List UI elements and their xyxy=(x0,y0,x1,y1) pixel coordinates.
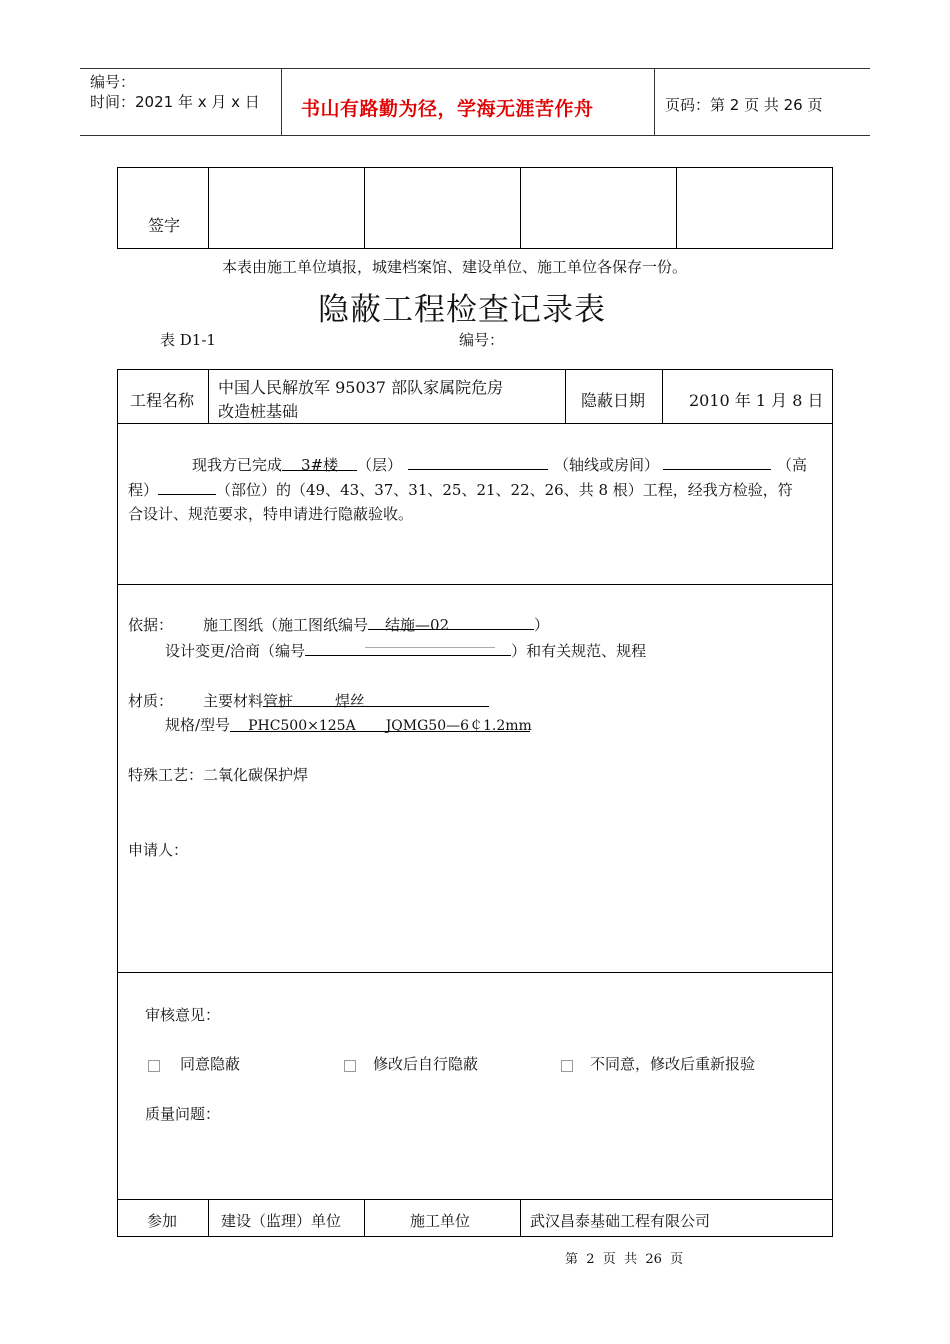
basis-line1 xyxy=(128,614,549,635)
row-divider xyxy=(117,972,833,973)
header-number-label: 编号： xyxy=(90,73,136,91)
project-name-label: 工程名称 xyxy=(130,391,195,410)
drawings-suffix: ） xyxy=(534,616,550,634)
form-number-label: 编号： xyxy=(459,331,505,349)
participants-label: 参加 xyxy=(147,1212,178,1230)
drawings-prefix: 施工图纸（施工图纸编号 xyxy=(203,616,369,634)
header-divider-right xyxy=(654,68,655,136)
basis-label: 依据： xyxy=(128,616,174,634)
part-tail: （部位）的（49、43、37、31、25、21、22、26、共 8 根）工程，经我方检验，符 xyxy=(216,481,793,499)
material-label: 材质： xyxy=(128,692,174,710)
concealed-date-value: 2010 年 1 月 8 日 xyxy=(689,391,824,410)
row-divider xyxy=(117,423,833,424)
signature-col-divider xyxy=(364,167,365,249)
modify-self-conceal-checkbox[interactable] xyxy=(344,1060,356,1072)
concealed-date-label: 隐蔽日期 xyxy=(581,391,646,410)
row1-col-divider xyxy=(208,369,209,423)
header-time: 时间：2021 年 x 月 x 日 xyxy=(90,93,260,111)
drawings-number: 结施—02 xyxy=(368,614,534,630)
construction-unit-label: 施工单位 xyxy=(410,1212,471,1230)
form-code: 表 D1-1 xyxy=(160,331,216,349)
form-title: 隐蔽工程检查记录表 xyxy=(318,292,606,328)
row-divider xyxy=(117,1199,833,1200)
applicant-label: 申请人： xyxy=(128,841,189,859)
main-material-value2: 焊丝 xyxy=(335,692,366,710)
signature-table xyxy=(117,167,833,249)
signature-col-divider xyxy=(676,167,677,249)
statement-intro: 现我方已完成 xyxy=(192,456,283,474)
material-line2 xyxy=(165,714,530,735)
change-prefix: 设计变更/洽商（编号 xyxy=(165,642,306,660)
review-label: 审核意见： xyxy=(145,1006,221,1024)
header-divider-left xyxy=(281,68,282,136)
main-material-prefix: 主要材料 xyxy=(203,692,264,710)
header-bottom-rule xyxy=(80,135,870,136)
elevation-blank xyxy=(663,453,771,470)
material-line1 xyxy=(128,690,489,711)
axis-blank xyxy=(408,453,548,470)
page-footer: 第 2 页 共 26 页 xyxy=(565,1252,684,1267)
elevation-unit-b: 程） xyxy=(128,481,159,499)
project-name-line1: 中国人民解放军 95037 部队家属院危房 xyxy=(218,378,504,397)
signature-col-divider xyxy=(208,167,209,249)
retention-note: 本表由施工单位填报，城建档案馆、建设单位、施工单位各保存一份。 xyxy=(222,258,688,276)
part-blank xyxy=(158,478,216,495)
signature-label: 签字 xyxy=(148,216,181,235)
statement-line3: 合设计、规范要求，特申请进行隐蔽验收。 xyxy=(128,505,414,523)
axis-unit: （轴线或房间） xyxy=(554,456,660,474)
spec-values xyxy=(230,715,530,732)
project-name-line2: 改造桩基础 xyxy=(218,402,299,421)
bottom-col-divider xyxy=(208,1199,209,1237)
elevation-unit-a: （高 xyxy=(777,456,808,474)
header-top-rule xyxy=(80,68,870,69)
bottom-col-divider xyxy=(520,1199,521,1237)
row-divider xyxy=(117,584,833,585)
statement-line1 xyxy=(192,453,807,475)
floor-value: 3#楼 xyxy=(282,454,357,471)
change-number-blank xyxy=(305,639,511,656)
spec-value2: JQMG50—6￠1.2mm xyxy=(385,718,532,734)
reject-resubmit-checkbox[interactable] xyxy=(561,1060,573,1072)
reject-resubmit-label: 不同意，修改后重新报验 xyxy=(590,1055,756,1073)
special-process: 特殊工艺：二氧化碳保护焊 xyxy=(128,766,309,784)
spec-prefix: 规格/型号 xyxy=(165,716,231,734)
floor-unit: （层） xyxy=(357,456,403,474)
bottom-col-divider xyxy=(364,1199,365,1237)
main-material-value1: 管桩 xyxy=(263,692,294,710)
basis-line2 xyxy=(165,639,646,661)
agree-option-label: 同意隐蔽 xyxy=(180,1055,241,1073)
row1-col-divider xyxy=(565,369,566,423)
header-motto: 书山有路勤为径，学海无涯苦作舟 xyxy=(301,98,594,120)
supervision-unit-label: 建设（监理）单位 xyxy=(221,1212,342,1230)
change-suffix: ）和有关规范、规程 xyxy=(511,642,647,660)
spec-value1: PHC500×125A xyxy=(248,718,356,734)
construction-company: 武汉昌泰基础工程有限公司 xyxy=(530,1212,711,1230)
header-page-info: 页码：第 2 页 共 26 页 xyxy=(665,96,823,114)
signature-col-divider xyxy=(520,167,521,249)
statement-line2 xyxy=(128,478,793,500)
quality-issues-label: 质量问题： xyxy=(145,1105,221,1123)
agree-checkbox[interactable] xyxy=(148,1060,160,1072)
row1-col-divider xyxy=(662,369,663,423)
modify-self-conceal-label: 修改后自行隐蔽 xyxy=(373,1055,479,1073)
main-material-values xyxy=(263,690,489,710)
